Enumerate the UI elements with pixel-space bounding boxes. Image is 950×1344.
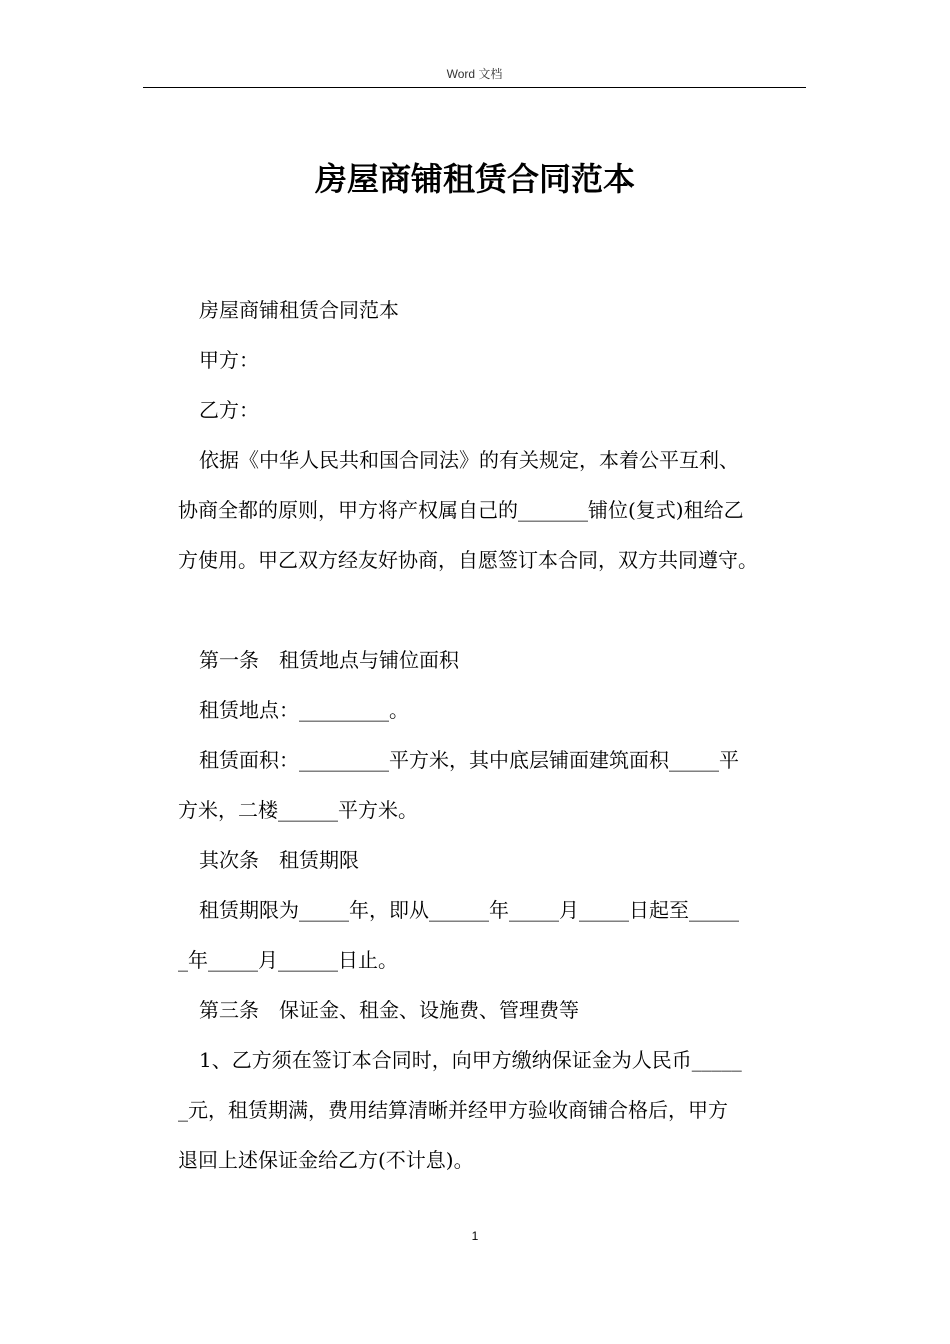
body-line: 租赁面积：_________平方米，其中底层铺面建筑面积_____平: [199, 748, 739, 772]
blank-line: [178, 585, 814, 635]
body-line: 乙方：: [199, 398, 259, 422]
body-line: _元，租赁期满，费用结算清晰并经甲方验收商铺合格后，甲方: [178, 1098, 728, 1122]
body-line: 方米，二楼______平方米。: [178, 798, 418, 822]
section-heading: 第三条 保证金、租金、设施费、管理费等: [199, 998, 579, 1022]
section-heading: 第一条 租赁地点与铺位面积: [199, 648, 459, 672]
body-line: _年_____月______日止。: [178, 948, 398, 972]
document-body: [178, 285, 814, 1185]
body-line: 房屋商铺租赁合同范本: [199, 298, 399, 322]
document-title: 房屋商铺租赁合同范本: [314, 160, 635, 198]
body-line: 1、乙方须在签订本合同时，向甲方缴纳保证金为人民币_____: [199, 1048, 742, 1072]
body-line: 退回上述保证金给乙方(不计息)。: [178, 1148, 474, 1172]
page-number: 1: [471, 1229, 479, 1243]
body-line: 方使用。甲乙双方经友好协商，自愿签订本合同，双方共同遵守。: [178, 548, 758, 572]
body-line: 租赁期限为_____年，即从______年_____月_____日起至_____: [199, 898, 739, 922]
header-rule: [143, 87, 806, 88]
body-line: 依据《中华人民共和国合同法》的有关规定，本着公平互利、: [199, 448, 739, 472]
page-header: Word 文档: [446, 67, 503, 81]
section-heading: 其次条 租赁期限: [199, 848, 359, 872]
body-line: 甲方：: [199, 348, 259, 372]
body-line: 协商全都的原则，甲方将产权属自己的_______铺位(复式)租给乙: [178, 498, 744, 522]
body-line: 租赁地点：_________。: [199, 698, 409, 722]
